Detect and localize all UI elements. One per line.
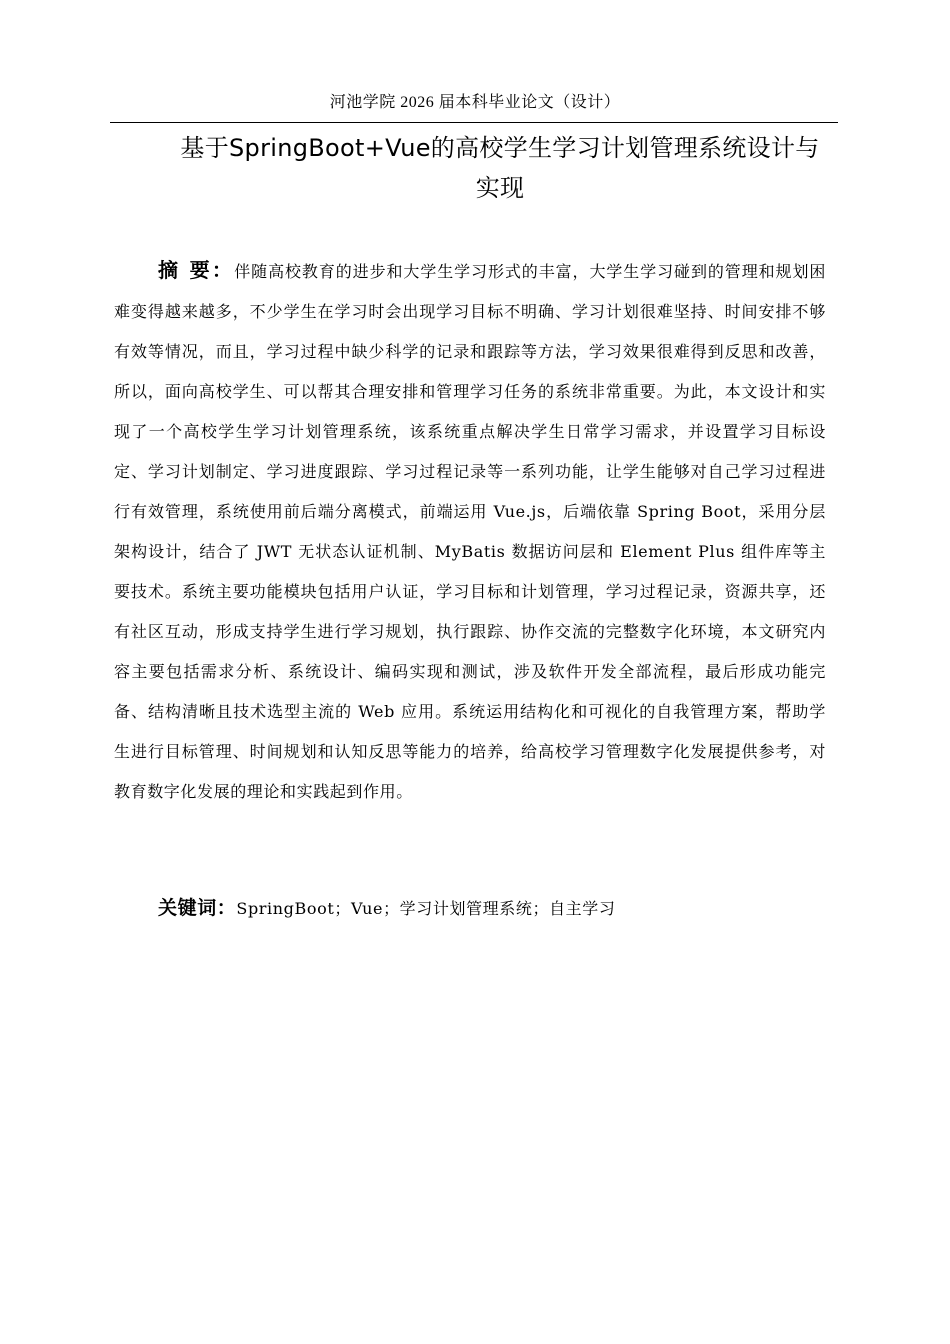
thesis-title-line-1: 基于SpringBoot+Vue的高校学生学习计划管理系统设计与 [180, 134, 820, 162]
keywords-text: SpringBoot；Vue；学习计划管理系统；自主学习 [236, 899, 616, 918]
abstract-paragraph [114, 250, 826, 812]
thesis-title-line-2: 实现 [475, 174, 525, 202]
header-divider [110, 122, 838, 123]
abstract-text: 伴随高校教育的进步和大学生学习形式的丰富，大学生学习碰到的管理和规划困难变得越来越多，不少学生在学习时会出现学习目标不明确、学习计划很难坚持、时间安排不够有效等情况，而且，学习过程中缺少科学的记录和跟踪等方法，学习效果很难得到反思和改善，所以，面向高校学生、可以帮其合理安排和管理学习任务的系统非常重要。为此，本文设计和实现了一个高校学生学习计划管理系统，该系统重点解决学生日常学习需求，并设置学习目标设定、学习计划制定、学习进度跟踪、学习过程记录等一系列功能，让学生能够对自己学习过程进行有效管理，系统使用前后端分离模式，前端运用 Vue.js，后端依靠 Spring Boot，采用分层架构设计，结合了 JWT 无状态认证机制、MyBatis 数据访问层和 Element Plus 组件库等主要技术。系统主要功能模块包括用户认证，学习目标和计划管理，学习过程记录，资源共享，还有社区互动，形成支持学生进行学习规划，执行跟踪、协作交流的完整数字化环境，本文研究内容主要包括需求分析、系统设计、编码实现和测试，涉及软件开发全部流程，最后形成功能完备、结构清晰且技术选型主流的 Web 应用。系统运用结构化和可视化的自我管理方案，帮助学生进行目标管理、时间规划和认知反思等能力的培养，给高校学习管理数字化发展提供参考，对教育数字化发展的理论和实践起到作用。 [114, 262, 826, 801]
thesis-title [160, 128, 840, 208]
running-header: 河池学院 2026 届本科毕业论文（设计） [329, 94, 621, 111]
keywords-label: 关键词： [158, 897, 237, 919]
abstract-label: 摘 要： [158, 258, 235, 282]
keywords-line [158, 888, 838, 929]
